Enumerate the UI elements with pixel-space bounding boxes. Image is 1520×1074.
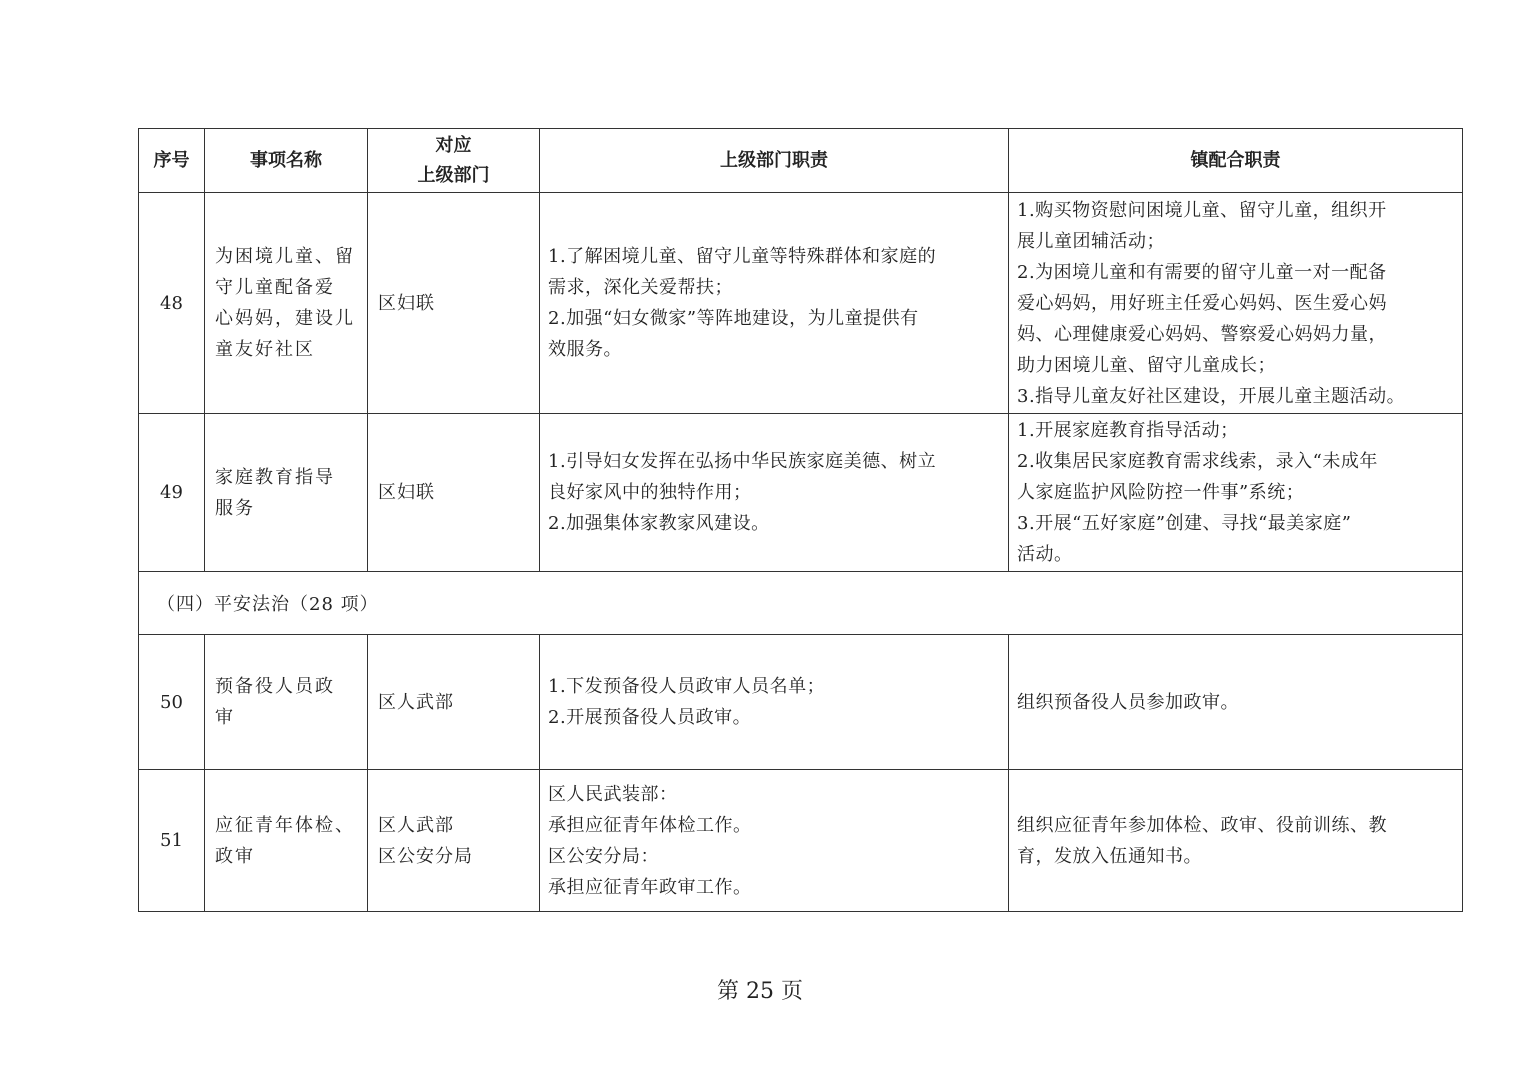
cell-line: 活动。: [1017, 544, 1073, 565]
upper-department: [368, 193, 540, 414]
table-row: [139, 414, 1463, 572]
cell-line: 1.购买物资慰问困境儿童、留守儿童，组织开: [1017, 199, 1387, 221]
cell-line: 展儿童团辅活动；: [1017, 230, 1165, 252]
cell-line: 2.加强“妇女微家”等阵地建设，为儿童提供有: [548, 308, 919, 329]
cell-line: 1.下发预备役人员政审人员名单；: [548, 676, 826, 697]
cell-line: 爱心妈妈，用好班主任爱心妈妈、医生爱心妈: [1017, 292, 1387, 314]
cell-line: 2.为困境儿童和有需要的留守儿童一对一配备: [1017, 261, 1387, 283]
town-duty: [1009, 770, 1463, 912]
cell-line: 心妈妈，建设儿: [215, 308, 355, 329]
cell-line: 1.了解困境儿童、留守儿童等特殊群体和家庭的: [548, 246, 937, 267]
cell-line: 为困境儿童、留: [215, 246, 355, 267]
cell-line: 需求，深化关爱帮扶；: [548, 277, 733, 298]
cell-line: 承担应征青年政审工作。: [548, 876, 752, 898]
section-title: （四）平安法治（28 项）: [139, 572, 1463, 635]
town-duty: [1009, 193, 1463, 414]
cell-line: 区妇联: [378, 292, 435, 314]
cell-line: 审: [215, 707, 235, 728]
section-row: [139, 572, 1463, 635]
header-upper-duty: 上级部门职责: [540, 129, 1009, 193]
header-dept-line2: 上级部门: [417, 164, 490, 186]
cell-line: 服务: [215, 497, 255, 519]
row-number: 48: [139, 193, 205, 414]
cell-line: 妈、心理健康爱心妈妈、警察爱心妈妈力量，: [1017, 323, 1387, 345]
item-name: [205, 414, 368, 572]
row-number: 50: [139, 635, 205, 770]
header-name: 事项名称: [205, 129, 368, 193]
upper-duty: [540, 635, 1009, 770]
header-no: 序号: [139, 129, 205, 193]
cell-line: 家庭教育指导: [215, 466, 335, 488]
cell-line: 1.开展家庭教育指导活动；: [1017, 420, 1239, 441]
cell-line: 助力困境儿童、留守儿童成长；: [1017, 354, 1276, 376]
cell-line: 童友好社区: [215, 339, 315, 360]
town-duty: [1009, 635, 1463, 770]
cell-line: 2.加强集体家教家风建设。: [548, 513, 770, 534]
cell-line: 2.开展预备役人员政审。: [548, 707, 752, 728]
row-number: 49: [139, 414, 205, 572]
cell-line: 区妇联: [378, 482, 435, 503]
duty-table: [138, 128, 1463, 912]
upper-duty: [540, 414, 1009, 572]
upper-department: [368, 635, 540, 770]
cell-line: 育，发放入伍通知书。: [1017, 845, 1202, 867]
cell-line: 效服务。: [548, 339, 622, 360]
cell-line: 组织预备役人员参加政审。: [1017, 691, 1239, 713]
table-row: [139, 770, 1463, 912]
cell-line: 区人武部: [378, 691, 454, 713]
cell-line: 1.引导妇女发挥在弘扬中华民族家庭美德、树立: [548, 451, 937, 472]
table-row: [139, 193, 1463, 414]
cell-line: 政审: [215, 845, 255, 867]
upper-duty: [540, 193, 1009, 414]
cell-line: 预备役人员政: [215, 676, 335, 697]
item-name: [205, 635, 368, 770]
town-duty: [1009, 414, 1463, 572]
cell-line: 2.收集居民家庭教育需求线索，录入“未成年: [1017, 451, 1378, 472]
cell-line: 区人民武装部：: [548, 783, 678, 805]
page-number: 第 25 页: [717, 979, 803, 1004]
cell-line: 组织应征青年参加体检、政审、役前训练、教: [1017, 814, 1387, 836]
header-dept: [368, 129, 540, 193]
cell-line: 3.指导儿童友好社区建设，开展儿童主题活动。: [1017, 385, 1406, 407]
header-dept-line1: 对应: [435, 134, 472, 156]
upper-department: [368, 770, 540, 912]
cell-line: 区公安分局: [378, 845, 473, 867]
item-name: [205, 770, 368, 912]
cell-line: 承担应征青年体检工作。: [548, 814, 752, 836]
cell-line: 3.开展“五好家庭”创建、寻找“最美家庭”: [1017, 513, 1352, 534]
table-row: [139, 635, 1463, 770]
cell-line: 守儿童配备爱: [215, 277, 335, 298]
table-header-row: [139, 129, 1463, 193]
row-number: 51: [139, 770, 205, 912]
upper-duty: [540, 770, 1009, 912]
cell-line: 区人武部: [378, 814, 454, 836]
upper-department: [368, 414, 540, 572]
header-town-duty: 镇配合职责: [1009, 129, 1463, 193]
item-name: [205, 193, 368, 414]
cell-line: 应征青年体检、: [215, 814, 355, 836]
cell-line: 人家庭监护风险防控一件事”系统；: [1017, 482, 1305, 503]
cell-line: 良好家风中的独特作用；: [548, 482, 752, 503]
cell-line: 区公安分局：: [548, 845, 659, 867]
